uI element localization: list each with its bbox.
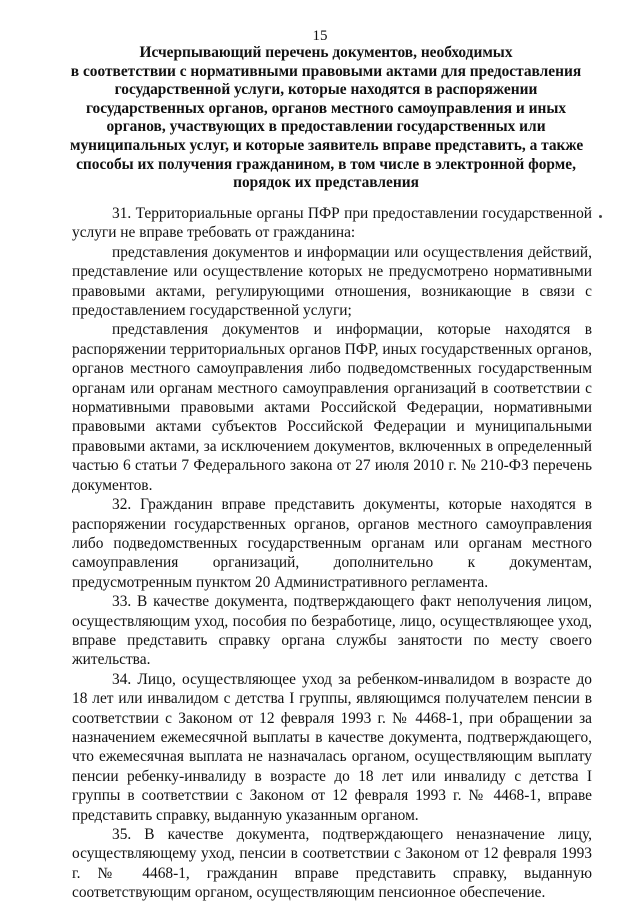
- heading-line: Исчерпывающий перечень документов, необходимых: [139, 44, 513, 61]
- heading-line: органов, участвующих в предоставлении государственных или: [106, 118, 546, 136]
- heading-line: порядок их представления: [233, 174, 419, 192]
- paragraph-32: 32. Гражданин вправе представить документы, которые находятся в распоряжении государственных органов, органов местного самоуправления либо подведомственных государственным органам или органам местного самоуправления организаций, дополнительно к документам, предусмотренным пунктом 20 Административного регламента.: [72, 496, 592, 591]
- heading-line: способы их получения гражданином, в том числе в электронной форме,: [76, 155, 576, 173]
- paragraph-35: 35. В качестве документа, подтверждающего неназначение лицу, осуществляющему уход, пенсии в соответствии с Законом от 12 февраля 1993 г. № 4468-1, гражданин вправе представить справку, выданную соответствующим органом, осуществляющим пенсионное обеспечение.: [72, 826, 592, 902]
- paragraph-31-item-1: представления документов и информации или осуществления действий, представление или осуществление которых не предусмотрено нормативными правовыми актами, регулирующими отношения, возникающие в связи с предоставлением государственной услуги;: [72, 243, 592, 320]
- heading-line: государственной услуги, которые находятся в распоряжении: [114, 81, 538, 99]
- heading-line: в соответствии с нормативными правовыми актами для предоставления: [70, 62, 582, 80]
- paragraph-31: 31. Территориальные органы ПФР при предоставлении государственной услуги не вправе требовать от гражданина:: [72, 205, 592, 242]
- document-body: [72, 204, 592, 903]
- page-number: 15: [312, 28, 328, 44]
- heading-line: государственных органов, органов местного самоуправления и иных: [85, 99, 567, 117]
- paragraph-34: 34. Лицо, осуществляющее уход за ребенком-инвалидом в возрасте до 18 лет или инвалидом с детства I группы, являющимся получателем пенсии в соответствии с Законом от 12 февраля 1993 г. № 4468-1, при обращении за назначением ежемесячной выплаты в качестве документа, подтверждающего, что ежемесячная выплата не назначалась органом, осуществляющим выплату пенсии ребенку-инвалиду в возрасте до 18 лет или инвалиду с детства I группы в соответствии с Законом от 12 февраля 1993 г. № 4468-1, вправе представить справку, выданную указанным органом.: [72, 670, 592, 824]
- paragraph-31-item-2: представления документов и информации, которые находятся в распоряжении территориальных органов ПФР, иных государственных органов, органов местного самоуправления либо подведомственных государственным органам или органам местного самоуправления организаций в соответствии с нормативными правовыми актами Российской Федерации, нормативными правовыми актами субъектов Российской Федерации и муниципальными правовыми актами, за исключением документов, включенных в определенный частью 6 статьи 7 Федерального закона от 27 июля 2010 г. № 210-ФЗ перечень документов.: [72, 321, 592, 494]
- section-heading: [70, 44, 582, 193]
- paragraph-33: 33. В качестве документа, подтверждающего факт неполучения лицом, осуществляющим уход, пособия по безработице, лицо, осуществляющее уход, вправе представить справку органа службы занятости по месту своего жительства.: [72, 593, 592, 669]
- scan-speck: [599, 215, 602, 218]
- heading-line: муниципальных услуг, и которые заявитель вправе представить, а также: [70, 136, 584, 154]
